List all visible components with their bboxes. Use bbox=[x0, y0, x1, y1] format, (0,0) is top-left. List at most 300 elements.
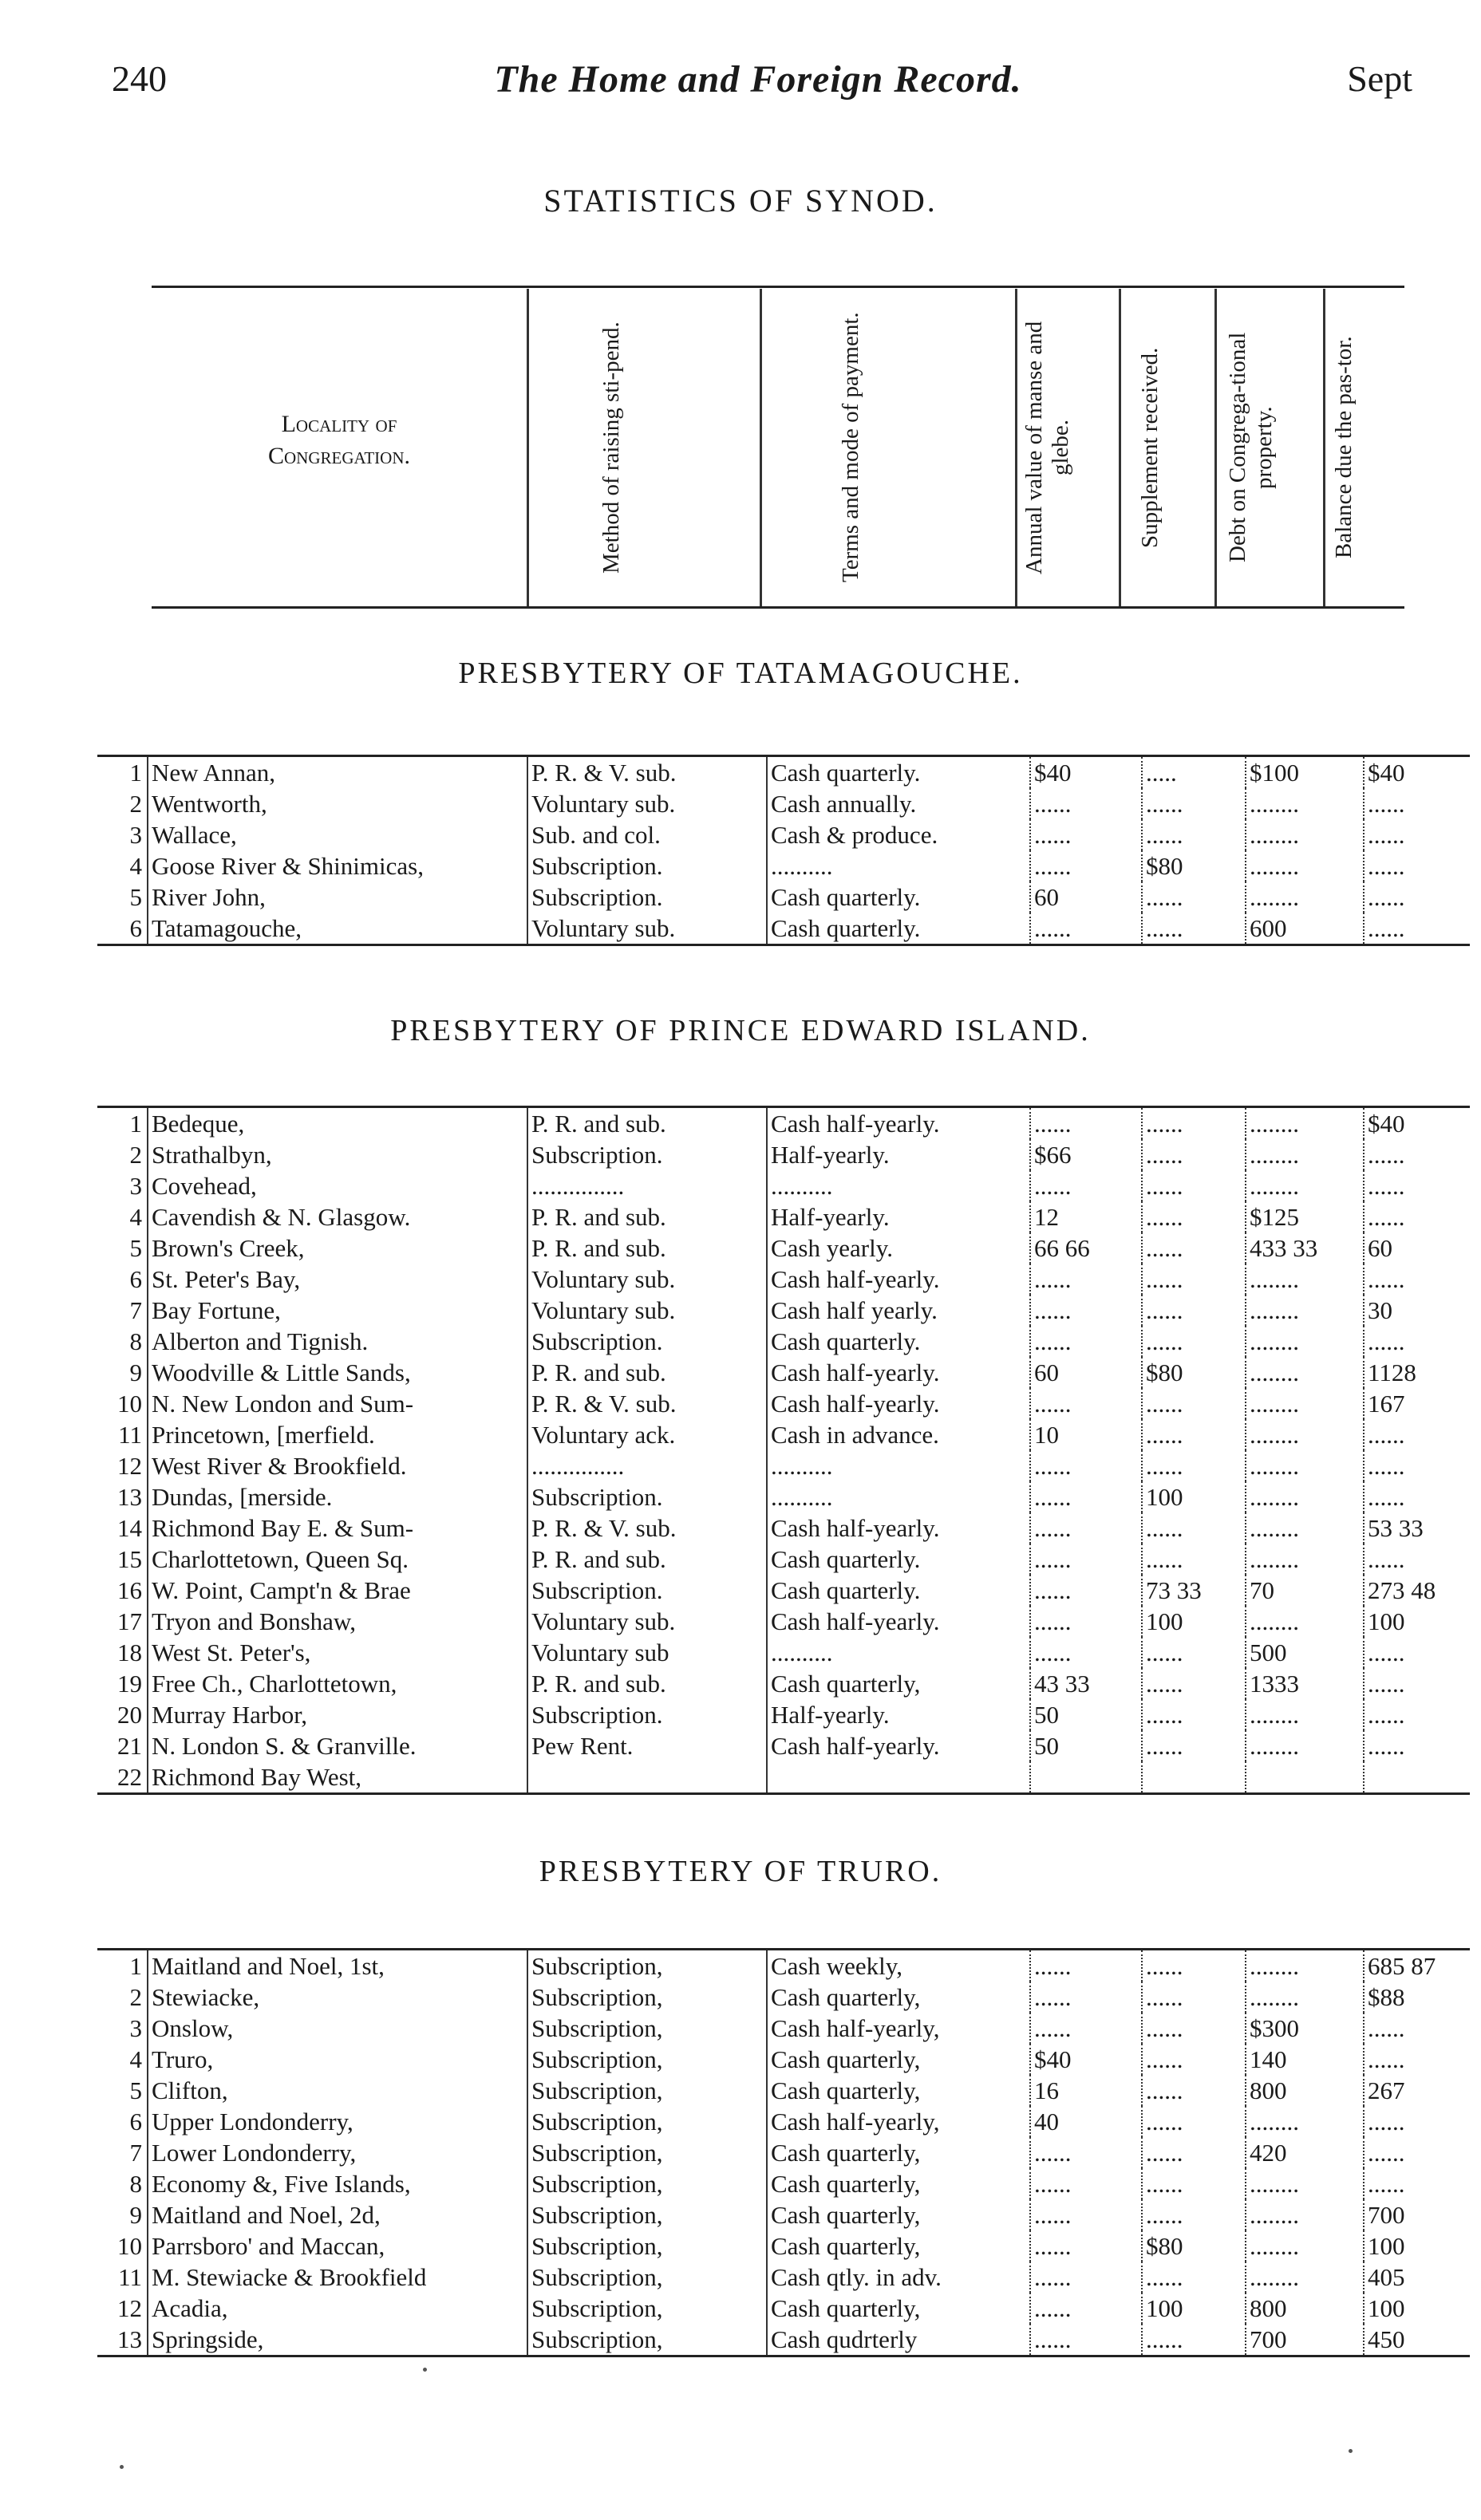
terms-cell: Cash quarterly, bbox=[767, 2075, 1030, 2106]
supplement-cell: ...... bbox=[1142, 1326, 1246, 1357]
manse-value-cell: 60 bbox=[1030, 1357, 1142, 1388]
locality-cell: Brown's Creek, bbox=[148, 1232, 527, 1264]
debt-cell: 700 bbox=[1246, 2324, 1364, 2356]
manse-value-cell: 43 33 bbox=[1030, 1668, 1142, 1699]
locality-cell: W. Point, Campt'n & Brae bbox=[148, 1575, 527, 1606]
locality-cell: Maitland and Noel, 1st, bbox=[148, 1950, 527, 1982]
supplement-cell: ...... bbox=[1142, 1139, 1246, 1170]
debt-cell: ........ bbox=[1246, 1450, 1364, 1481]
table-row bbox=[97, 2075, 1470, 2106]
supplement-cell: ...... bbox=[1142, 1982, 1246, 2013]
method-cell: P. R. and sub. bbox=[527, 1201, 767, 1232]
header-divider bbox=[1015, 289, 1017, 608]
locality-cell: Princetown, [merfield. bbox=[148, 1419, 527, 1450]
supplement-cell: ...... bbox=[1142, 1512, 1246, 1544]
balance-cell: ...... bbox=[1368, 1452, 1405, 1480]
row-number: 1 bbox=[97, 1950, 148, 1982]
balance-cell: ...... bbox=[1368, 2108, 1405, 2135]
row-number: 9 bbox=[97, 2199, 148, 2230]
balance-cell: ...... bbox=[1368, 1327, 1405, 1355]
locality-cell: River John, bbox=[148, 881, 527, 913]
method-cell: Voluntary sub. bbox=[527, 788, 767, 819]
table-truro bbox=[97, 1948, 1470, 2357]
row-number: 6 bbox=[97, 1264, 148, 1295]
debt-cell: ........ bbox=[1246, 1295, 1364, 1326]
manse-value-cell: 12 bbox=[1030, 1201, 1142, 1232]
supplement-cell: ...... bbox=[1142, 2168, 1246, 2199]
header-debt: Debt on Congrega-tional property. bbox=[1225, 332, 1277, 563]
manse-value-cell: ...... bbox=[1030, 1388, 1142, 1419]
supplement-cell: 73 33 bbox=[1142, 1575, 1246, 1606]
balance-cell: 685 87 bbox=[1364, 1950, 1470, 1982]
terms-cell: Cash quarterly, bbox=[767, 1982, 1030, 2013]
method-cell: P. R. & V. sub. bbox=[527, 1388, 767, 1419]
table-row bbox=[97, 2230, 1470, 2262]
balance-cell: 60 bbox=[1368, 1234, 1392, 1262]
row-number: 7 bbox=[97, 1295, 148, 1326]
table-row bbox=[97, 1544, 1470, 1575]
manse-value-cell: 50 bbox=[1030, 1699, 1142, 1730]
table-row bbox=[97, 2262, 1470, 2293]
supplement-cell: ...... bbox=[1142, 1264, 1246, 1295]
manse-value-cell: ...... bbox=[1030, 913, 1142, 945]
method-cell: Subscription, bbox=[527, 2230, 767, 2262]
table-row bbox=[97, 1357, 1470, 1388]
method-cell: P. R. and sub. bbox=[527, 1107, 767, 1140]
table-row bbox=[97, 1575, 1470, 1606]
table-row bbox=[97, 881, 1470, 913]
table-row bbox=[97, 1730, 1470, 1761]
locality-cell: Tryon and Bonshaw, bbox=[148, 1606, 527, 1637]
header-manse: Annual value of manse and glebe. bbox=[1021, 321, 1073, 574]
debt-cell: 420 bbox=[1246, 2137, 1364, 2168]
balance-cell: ...... bbox=[1368, 821, 1405, 849]
debt-cell: 1333 bbox=[1246, 1668, 1364, 1699]
balance-cell: 450 bbox=[1364, 2324, 1470, 2356]
locality-cell: Free Ch., Charlottetown, bbox=[148, 1668, 527, 1699]
locality-cell: Stewiacke, bbox=[148, 1982, 527, 2013]
debt-cell: ........ bbox=[1246, 2262, 1364, 2293]
row-number: 16 bbox=[97, 1575, 148, 1606]
method-cell: Subscription. bbox=[527, 881, 767, 913]
balance-cell: ...... bbox=[1368, 1670, 1405, 1698]
header-locality-line1: Locality of bbox=[281, 411, 397, 437]
locality-cell: Charlottetown, Queen Sq. bbox=[148, 1544, 527, 1575]
locality-cell: West River & Brookfield. bbox=[148, 1450, 527, 1481]
supplement-cell: ...... bbox=[1142, 1107, 1246, 1140]
terms-cell: Cash half-yearly, bbox=[767, 2106, 1030, 2137]
supplement-cell: ...... bbox=[1142, 2324, 1246, 2356]
row-number: 10 bbox=[97, 2230, 148, 2262]
method-cell: ............... bbox=[527, 1450, 767, 1481]
balance-cell: ...... bbox=[1368, 2045, 1405, 2073]
row-number: 5 bbox=[97, 881, 148, 913]
row-number: 10 bbox=[97, 1388, 148, 1419]
table-row bbox=[97, 1481, 1470, 1512]
header-locality bbox=[152, 408, 527, 472]
table-row bbox=[97, 2137, 1470, 2168]
method-cell: P. R. and sub. bbox=[527, 1357, 767, 1388]
balance-cell: 405 bbox=[1368, 2263, 1405, 2291]
locality-cell: Clifton, bbox=[148, 2075, 527, 2106]
supplement-cell: ..... bbox=[1142, 756, 1246, 789]
supplement-cell: ...... bbox=[1142, 1544, 1246, 1575]
method-cell: Subscription, bbox=[527, 1982, 767, 2013]
locality-cell: West St. Peter's, bbox=[148, 1637, 527, 1668]
row-number: 11 bbox=[97, 1419, 148, 1450]
balance-cell: 100 bbox=[1368, 1607, 1405, 1635]
supplement-cell: ...... bbox=[1142, 2013, 1246, 2044]
header-divider bbox=[1119, 289, 1121, 608]
header-divider bbox=[1214, 289, 1217, 608]
row-number: 20 bbox=[97, 1699, 148, 1730]
balance-cell: ...... bbox=[1368, 1732, 1405, 1760]
balance-cell: 30 bbox=[1368, 1296, 1392, 1324]
table-prince-edward-island bbox=[97, 1106, 1470, 1795]
table-row bbox=[97, 2044, 1470, 2075]
locality-cell: Onslow, bbox=[148, 2013, 527, 2044]
manse-value-cell: ...... bbox=[1030, 2013, 1142, 2044]
table-row bbox=[97, 2106, 1470, 2137]
locality-cell: Economy &, Five Islands, bbox=[148, 2168, 527, 2199]
method-cell: P. R. and sub. bbox=[527, 1668, 767, 1699]
terms-cell: .......... bbox=[767, 1481, 1030, 1512]
running-month: Sept bbox=[1347, 58, 1412, 99]
supplement-cell: ...... bbox=[1142, 1295, 1246, 1326]
manse-value-cell: ...... bbox=[1030, 2137, 1142, 2168]
table-row bbox=[97, 1699, 1470, 1730]
debt-cell: ........ bbox=[1246, 1419, 1364, 1450]
debt-cell: ........ bbox=[1246, 881, 1364, 913]
method-cell: Sub. and col. bbox=[527, 819, 767, 850]
table-row bbox=[97, 1295, 1470, 1326]
row-number: 4 bbox=[97, 850, 148, 881]
row-number: 13 bbox=[97, 1481, 148, 1512]
row-number: 3 bbox=[97, 1170, 148, 1201]
manse-value-cell: ...... bbox=[1030, 1575, 1142, 1606]
table-row bbox=[97, 1606, 1470, 1637]
debt-cell: ........ bbox=[1246, 1544, 1364, 1575]
manse-value-cell: ...... bbox=[1030, 1982, 1142, 2013]
supplement-cell: ...... bbox=[1142, 2106, 1246, 2137]
row-number: 2 bbox=[97, 788, 148, 819]
balance-cell: ...... bbox=[1364, 913, 1470, 945]
manse-value-cell: ...... bbox=[1030, 850, 1142, 881]
debt-cell: ........ bbox=[1246, 1481, 1364, 1512]
method-cell: Subscription. bbox=[527, 1326, 767, 1357]
manse-value-cell: 50 bbox=[1030, 1730, 1142, 1761]
supplement-cell bbox=[1142, 1761, 1246, 1794]
terms-cell: .......... bbox=[767, 1450, 1030, 1481]
terms-cell: Cash qudrterly bbox=[767, 2324, 1030, 2356]
section-title-tatamagouche: PRESBYTERY OF TATAMAGOUCHE. bbox=[458, 657, 1023, 690]
table-row bbox=[97, 1419, 1470, 1450]
method-cell: Pew Rent. bbox=[527, 1730, 767, 1761]
manse-value-cell: ...... bbox=[1030, 1637, 1142, 1668]
method-cell: Voluntary sub. bbox=[527, 1606, 767, 1637]
terms-cell: .......... bbox=[767, 1170, 1030, 1201]
manse-value-cell: ...... bbox=[1030, 2199, 1142, 2230]
method-cell: Subscription, bbox=[527, 2013, 767, 2044]
debt-cell: ........ bbox=[1246, 1388, 1364, 1419]
supplement-cell: ...... bbox=[1142, 1419, 1246, 1450]
balance-cell: ...... bbox=[1368, 1421, 1405, 1449]
terms-cell: Cash quarterly, bbox=[767, 1668, 1030, 1699]
locality-cell: Tatamagouche, bbox=[148, 913, 527, 945]
supplement-cell: ...... bbox=[1142, 819, 1246, 850]
terms-cell: Cash quarterly. bbox=[767, 913, 1030, 945]
header-terms: Terms and mode of payment. bbox=[838, 312, 863, 583]
terms-cell: Cash half-yearly, bbox=[767, 2013, 1030, 2044]
table-row bbox=[97, 1326, 1470, 1357]
row-number: 13 bbox=[97, 2324, 148, 2356]
manse-value-cell: 10 bbox=[1030, 1419, 1142, 1450]
terms-cell: Cash in advance. bbox=[767, 1419, 1030, 1450]
locality-cell: Parrsboro' and Maccan, bbox=[148, 2230, 527, 2262]
locality-cell: Bay Fortune, bbox=[148, 1295, 527, 1326]
row-number: 22 bbox=[97, 1761, 148, 1794]
manse-value-cell: ...... bbox=[1030, 1950, 1142, 1982]
supplement-cell: ...... bbox=[1142, 881, 1246, 913]
supplement-cell: ...... bbox=[1142, 1699, 1246, 1730]
balance-cell: $88 bbox=[1368, 1983, 1405, 2011]
row-number: 11 bbox=[97, 2262, 148, 2293]
balance-cell: 53 33 bbox=[1368, 1514, 1424, 1542]
debt-cell: ........ bbox=[1246, 2199, 1364, 2230]
debt-cell: ........ bbox=[1246, 2230, 1364, 2262]
row-number: 6 bbox=[97, 913, 148, 945]
row-number: 14 bbox=[97, 1512, 148, 1544]
manse-value-cell: ...... bbox=[1030, 2324, 1142, 2356]
method-cell: P. R. & V. sub. bbox=[527, 756, 767, 789]
terms-cell: Cash half-yearly. bbox=[767, 1357, 1030, 1388]
locality-cell: Alberton and Tignish. bbox=[148, 1326, 527, 1357]
locality-cell: Truro, bbox=[148, 2044, 527, 2075]
debt-cell: ........ bbox=[1246, 1326, 1364, 1357]
locality-cell: Lower Londonderry, bbox=[148, 2137, 527, 2168]
table-row bbox=[97, 1264, 1470, 1295]
terms-cell: Cash quarterly, bbox=[767, 2137, 1030, 2168]
supplement-cell: 100 bbox=[1142, 2293, 1246, 2324]
section-title-pei: PRESBYTERY OF PRINCE EDWARD ISLAND. bbox=[390, 1014, 1091, 1047]
terms-cell bbox=[767, 1761, 1030, 1794]
balance-cell: ...... bbox=[1368, 1203, 1405, 1231]
debt-cell: ........ bbox=[1246, 819, 1364, 850]
supplement-cell: ...... bbox=[1142, 2044, 1246, 2075]
section-title-truro: PRESBYTERY OF TRURO. bbox=[539, 1855, 942, 1888]
terms-cell: Cash quarterly, bbox=[767, 2044, 1030, 2075]
method-cell: Subscription. bbox=[527, 1575, 767, 1606]
locality-cell: Richmond Bay E. & Sum- bbox=[148, 1512, 527, 1544]
terms-cell: Cash half-yearly. bbox=[767, 1388, 1030, 1419]
terms-cell: Cash half yearly. bbox=[767, 1295, 1030, 1326]
supplement-cell: ...... bbox=[1142, 788, 1246, 819]
table-row bbox=[97, 1170, 1470, 1201]
debt-cell: ........ bbox=[1246, 850, 1364, 881]
balance-cell: ...... bbox=[1368, 1545, 1405, 1573]
manse-value-cell: ...... bbox=[1030, 1606, 1142, 1637]
method-cell: P. R. & V. sub. bbox=[527, 1512, 767, 1544]
method-cell bbox=[527, 1761, 767, 1794]
debt-cell: 140 bbox=[1246, 2044, 1364, 2075]
debt-cell: ........ bbox=[1246, 1107, 1364, 1140]
row-number: 5 bbox=[97, 2075, 148, 2106]
manse-value-cell: ...... bbox=[1030, 1170, 1142, 1201]
method-cell: Subscription. bbox=[527, 1139, 767, 1170]
method-cell: Subscription, bbox=[527, 2075, 767, 2106]
row-number: 5 bbox=[97, 1232, 148, 1264]
manse-value-cell: ...... bbox=[1030, 788, 1142, 819]
table-row bbox=[97, 788, 1470, 819]
supplement-cell: ...... bbox=[1142, 1450, 1246, 1481]
terms-cell: Cash quarterly. bbox=[767, 756, 1030, 789]
manse-value-cell: ...... bbox=[1030, 819, 1142, 850]
page-number: 240 bbox=[112, 58, 167, 99]
terms-cell: Cash quarterly. bbox=[767, 1544, 1030, 1575]
table-row bbox=[97, 1668, 1470, 1699]
debt-cell: 70 bbox=[1246, 1575, 1364, 1606]
header-supplement: Supplement received. bbox=[1137, 347, 1163, 548]
supplement-cell: ...... bbox=[1142, 1201, 1246, 1232]
supplement-cell: ...... bbox=[1142, 2199, 1246, 2230]
supplement-cell: ...... bbox=[1142, 1170, 1246, 1201]
manse-value-cell bbox=[1030, 1761, 1142, 1794]
debt-cell: ........ bbox=[1246, 1606, 1364, 1637]
table-row bbox=[97, 1201, 1470, 1232]
supplement-cell: ...... bbox=[1142, 1637, 1246, 1668]
terms-cell: Cash half-yearly. bbox=[767, 1107, 1030, 1140]
row-number: 12 bbox=[97, 2293, 148, 2324]
manse-value-cell: $66 bbox=[1030, 1139, 1142, 1170]
method-cell: Subscription, bbox=[527, 2168, 767, 2199]
debt-cell: ........ bbox=[1246, 1512, 1364, 1544]
method-cell: Subscription, bbox=[527, 2137, 767, 2168]
row-number: 3 bbox=[97, 819, 148, 850]
manse-value-cell: 60 bbox=[1030, 881, 1142, 913]
method-cell: Voluntary sub. bbox=[527, 1295, 767, 1326]
locality-cell: Woodville & Little Sands, bbox=[148, 1357, 527, 1388]
locality-cell: Bedeque, bbox=[148, 1107, 527, 1140]
table-row bbox=[97, 2199, 1470, 2230]
terms-cell: Cash quarterly. bbox=[767, 1326, 1030, 1357]
terms-cell: Half-yearly. bbox=[767, 1139, 1030, 1170]
header-method: Method of raising sti-pend. bbox=[598, 321, 624, 574]
row-number: 4 bbox=[97, 2044, 148, 2075]
table-row bbox=[97, 2293, 1470, 2324]
terms-cell: Cash annually. bbox=[767, 788, 1030, 819]
table-row bbox=[97, 1982, 1470, 2013]
balance-cell: 100 bbox=[1368, 2232, 1405, 2260]
table-tatamagouche bbox=[97, 755, 1470, 946]
debt-cell: 500 bbox=[1246, 1637, 1364, 1668]
locality-cell: N. New London and Sum- bbox=[148, 1388, 527, 1419]
header-divider bbox=[760, 289, 762, 608]
terms-cell: Cash quarterly. bbox=[767, 881, 1030, 913]
terms-cell: Cash qtly. in adv. bbox=[767, 2262, 1030, 2293]
table-row bbox=[97, 1450, 1470, 1481]
terms-cell: .......... bbox=[767, 1637, 1030, 1668]
method-cell: Subscription, bbox=[527, 2106, 767, 2137]
debt-cell: ........ bbox=[1246, 1139, 1364, 1170]
row-number: 15 bbox=[97, 1544, 148, 1575]
balance-cell: ...... bbox=[1368, 790, 1405, 818]
terms-cell: Cash half-yearly. bbox=[767, 1512, 1030, 1544]
manse-value-cell: ...... bbox=[1030, 1481, 1142, 1512]
row-number: 8 bbox=[97, 1326, 148, 1357]
manse-value-cell: ...... bbox=[1030, 1450, 1142, 1481]
locality-cell: Murray Harbor, bbox=[148, 1699, 527, 1730]
row-number: 2 bbox=[97, 1139, 148, 1170]
print-speck bbox=[120, 2465, 124, 2469]
terms-cell: Cash weekly, bbox=[767, 1950, 1030, 1982]
table-row bbox=[97, 1139, 1470, 1170]
method-cell: P. R. and sub. bbox=[527, 1232, 767, 1264]
debt-cell: ........ bbox=[1246, 1950, 1364, 1982]
locality-cell: Cavendish & N. Glasgow. bbox=[148, 1201, 527, 1232]
debt-cell: ........ bbox=[1246, 788, 1364, 819]
supplement-cell: ...... bbox=[1142, 1950, 1246, 1982]
table-row bbox=[97, 756, 1470, 789]
table-row bbox=[97, 913, 1470, 945]
running-head bbox=[104, 57, 1412, 113]
debt-cell: ........ bbox=[1246, 1699, 1364, 1730]
table-row bbox=[97, 1232, 1470, 1264]
method-cell: Subscription, bbox=[527, 1950, 767, 1982]
debt-cell: ........ bbox=[1246, 2168, 1364, 2199]
terms-cell: Cash quarterly, bbox=[767, 2230, 1030, 2262]
balance-cell: 700 bbox=[1368, 2201, 1405, 2229]
locality-cell: Richmond Bay West, bbox=[148, 1761, 527, 1794]
debt-cell bbox=[1246, 1761, 1364, 1794]
method-cell: P. R. and sub. bbox=[527, 1544, 767, 1575]
balance-cell: ...... bbox=[1368, 883, 1405, 911]
balance-cell: ...... bbox=[1368, 1141, 1405, 1169]
supplement-cell: ...... bbox=[1142, 1388, 1246, 1419]
method-cell: Voluntary sub. bbox=[527, 1264, 767, 1295]
table-row bbox=[97, 1107, 1470, 1140]
locality-cell: N. London S. & Granville. bbox=[148, 1730, 527, 1761]
balance-cell: 167 bbox=[1368, 1390, 1405, 1418]
manse-value-cell: ...... bbox=[1030, 2230, 1142, 2262]
row-number: 1 bbox=[97, 756, 148, 789]
manse-value-cell: ...... bbox=[1030, 1264, 1142, 1295]
supplement-cell: ...... bbox=[1142, 1730, 1246, 1761]
balance-cell bbox=[1364, 1761, 1470, 1794]
balance-cell: 267 bbox=[1368, 2076, 1405, 2104]
row-number: 4 bbox=[97, 1201, 148, 1232]
print-speck bbox=[1349, 2449, 1353, 2453]
manse-value-cell: 16 bbox=[1030, 2075, 1142, 2106]
terms-cell: Cash & produce. bbox=[767, 819, 1030, 850]
row-number: 2 bbox=[97, 1982, 148, 2013]
table-row bbox=[97, 2324, 1470, 2356]
terms-cell: Cash half-yearly. bbox=[767, 1606, 1030, 1637]
header-divider bbox=[1323, 289, 1325, 608]
method-cell: Subscription, bbox=[527, 2199, 767, 2230]
terms-cell: Cash quarterly, bbox=[767, 2293, 1030, 2324]
supplement-cell: ...... bbox=[1142, 1668, 1246, 1699]
terms-cell: Cash half-yearly. bbox=[767, 1264, 1030, 1295]
balance-cell: ...... bbox=[1368, 2170, 1405, 2198]
manse-value-cell: ...... bbox=[1030, 1544, 1142, 1575]
table-row bbox=[97, 819, 1470, 850]
terms-cell: Cash yearly. bbox=[767, 1232, 1030, 1264]
row-number: 12 bbox=[97, 1450, 148, 1481]
terms-cell: Cash quarterly. bbox=[767, 1575, 1030, 1606]
balance-cell: ...... bbox=[1368, 1172, 1405, 1200]
table-row bbox=[97, 2168, 1470, 2199]
manse-value-cell: ...... bbox=[1030, 2262, 1142, 2293]
